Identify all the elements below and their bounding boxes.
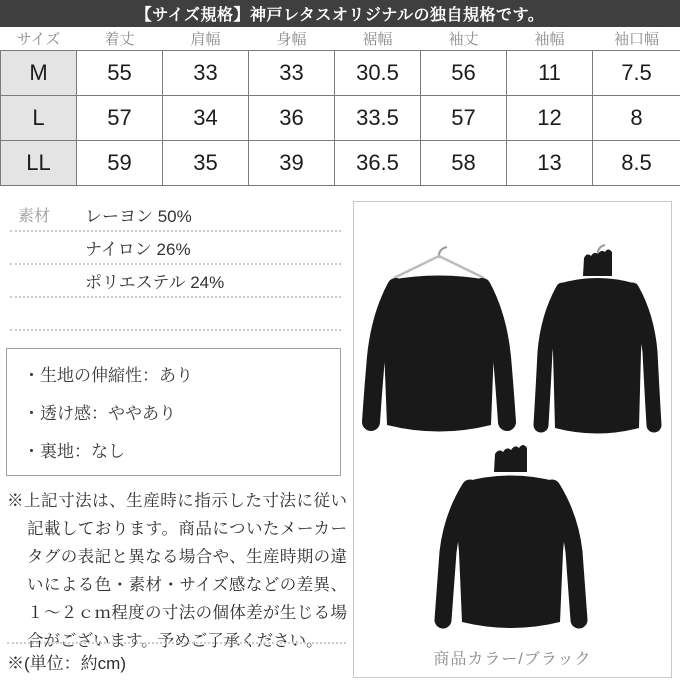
section-title: 【サイズ規格】神戸レタスオリジナルの独自規格です。 (135, 7, 545, 24)
measurement-cell: 57 (421, 95, 507, 140)
measurement-cell: 7.5 (593, 50, 680, 95)
feature-stretch: ・生地の伸縮性：あり (23, 366, 193, 385)
table-row-ll (1, 140, 680, 185)
measurement-cell: 58 (421, 140, 507, 185)
section-title-bar (0, 0, 680, 27)
material-row (10, 232, 341, 265)
measurement-cell: 8 (593, 95, 680, 140)
measurement-cell: 57 (77, 95, 163, 140)
size-cell: M (1, 50, 77, 95)
sweater-front-view-image (530, 242, 665, 447)
table-header-row (1, 27, 680, 50)
hanger-bar-icon (394, 256, 484, 278)
measurement-cell: 33.5 (335, 95, 421, 140)
material-row (10, 199, 341, 232)
size-spec-table (0, 27, 680, 186)
measurement-cell: 33 (163, 50, 249, 95)
material-value: ポリエステル 24% (85, 273, 225, 292)
fabric-feature-box (6, 348, 341, 476)
table-row-m (1, 50, 680, 95)
table-row-l (1, 95, 680, 140)
measurement-cell: 33 (249, 50, 335, 95)
material-label: 素材 (18, 208, 51, 225)
product-image-panel (353, 201, 672, 678)
measurement-cell: 56 (421, 50, 507, 95)
material-row-empty (10, 298, 341, 331)
measurement-cell: 59 (77, 140, 163, 185)
measurement-cell: 11 (507, 50, 593, 95)
sweater-back-view-image (360, 242, 518, 447)
column-header-sleeve-length: 袖丈 (421, 27, 507, 50)
measurement-cell: 36.5 (335, 140, 421, 185)
measurement-cell: 55 (77, 50, 163, 95)
measurement-cell: 35 (163, 140, 249, 185)
size-cell: LL (1, 140, 77, 185)
feature-sheerness: ・透け感：ややあり (23, 404, 176, 423)
size-cell: L (1, 95, 77, 140)
column-header-hem: 裾幅 (335, 27, 421, 50)
column-header-length: 着丈 (77, 27, 163, 50)
measurement-cell: 36 (249, 95, 335, 140)
measurement-cell: 13 (507, 140, 593, 185)
measurement-cell: 12 (507, 95, 593, 140)
column-header-cuff: 袖口幅 (593, 27, 680, 50)
column-header-size: サイズ (1, 27, 77, 50)
measurement-cell: 34 (163, 95, 249, 140)
material-value: レーヨン 50% (85, 207, 192, 226)
sweater-front-large-image (426, 442, 596, 642)
measurement-cell: 8.5 (593, 140, 680, 185)
material-value: ナイロン 26% (85, 240, 191, 259)
measurement-disclaimer: ※上記寸法は、生産時に指示した寸法に従い記載しております。商品についたメーカータグの表記と異なる場合や、生産時期の違いによる色・素材・サイズ感などの差異、１〜２ｃｍ程度の寸法の個体差が生じる場合がございます。予めご了承ください。 (7, 492, 347, 650)
product-color-caption: 商品カラー/ブラック (433, 651, 592, 668)
material-row (10, 265, 341, 298)
feature-lining: ・裏地：なし (23, 442, 125, 461)
measurement-cell: 39 (249, 140, 335, 185)
column-header-shoulder: 肩幅 (163, 27, 249, 50)
unit-note: ※(単位：約cm) (7, 642, 346, 674)
material-section (10, 199, 341, 331)
column-header-body-width: 身幅 (249, 27, 335, 50)
measurement-cell: 30.5 (335, 50, 421, 95)
column-header-sleeve-width: 袖幅 (507, 27, 593, 50)
